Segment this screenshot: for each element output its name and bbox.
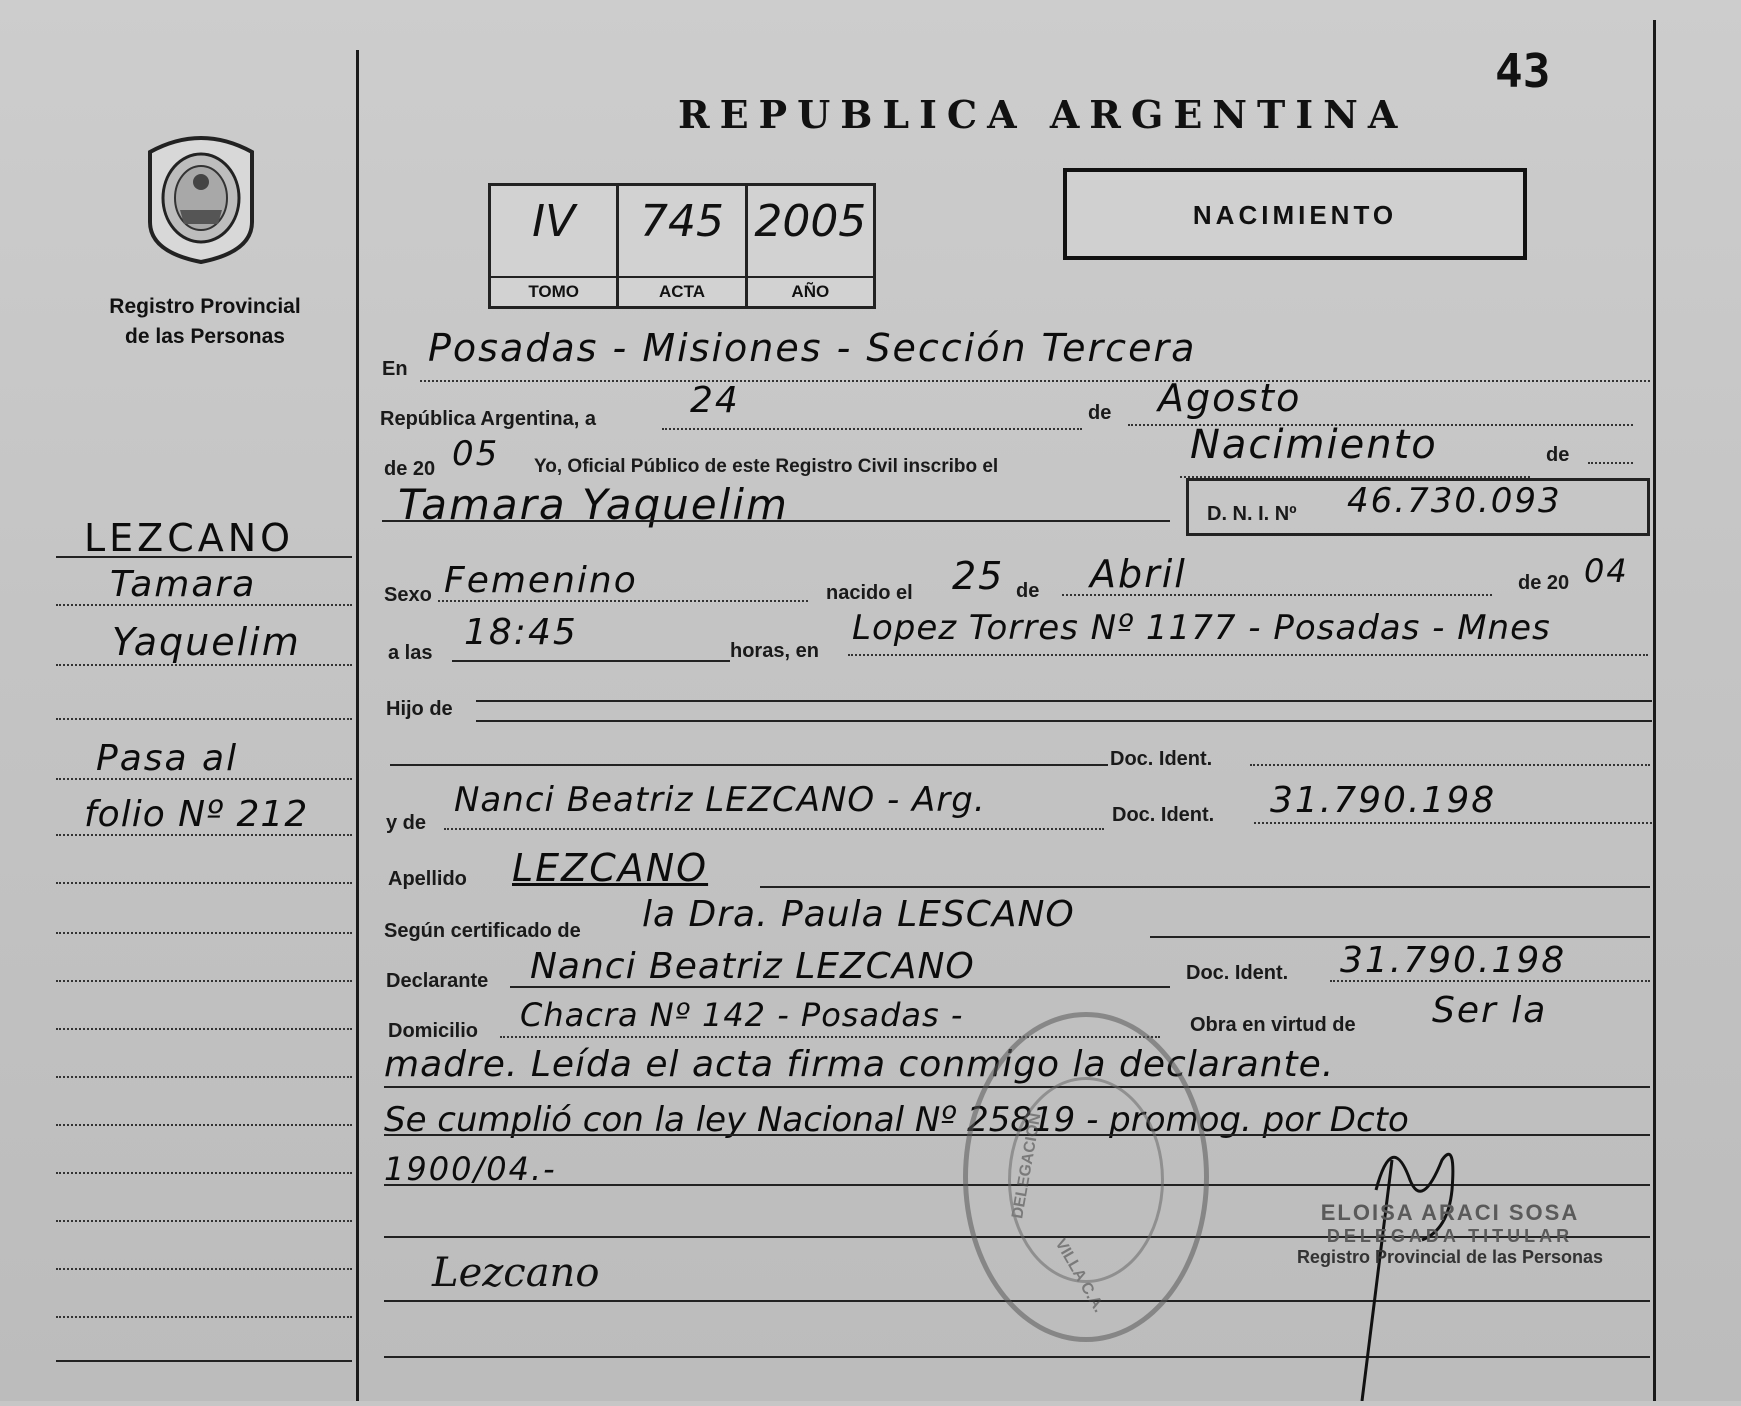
margin-dots-13 — [56, 1220, 352, 1222]
dots-mother — [444, 828, 1104, 830]
value-time: 18:45 — [464, 612, 578, 653]
margin-dots-5 — [56, 834, 352, 836]
value-event: Nacimiento — [1190, 422, 1438, 468]
stamp-text-2: VILLA C.A. — [1051, 1235, 1108, 1316]
label-doc2: Doc. Ident. — [1112, 804, 1215, 826]
margin-line-bottom — [56, 1360, 352, 1362]
official-signature-block — [1260, 1200, 1640, 1268]
line-hijo-2 — [476, 720, 1652, 722]
label-yde: y de — [386, 812, 427, 834]
value-text3: 1900/04.- — [384, 1150, 557, 1188]
dots-row1 — [420, 380, 1650, 382]
label-de: de — [1088, 402, 1112, 424]
right-border — [1653, 20, 1656, 1401]
margin-dots-4 — [56, 778, 352, 780]
margin-surname: LEZCANO — [84, 516, 295, 560]
margin-name2: Yaquelim — [112, 620, 301, 664]
value-domicilio: Chacra Nº 142 - Posadas - — [520, 996, 964, 1034]
label-apellido: Apellido — [388, 868, 467, 890]
margin-dots-9 — [56, 1028, 352, 1030]
ano-caption: AÑO — [748, 276, 873, 302]
dots-doc1 — [1250, 764, 1650, 766]
line-hijo — [476, 700, 1652, 702]
dots-de-end — [1588, 462, 1633, 464]
margin-dots-14 — [56, 1268, 352, 1270]
value-obra: Ser la — [1432, 990, 1548, 1031]
registry-name — [75, 292, 335, 352]
tomo-box — [491, 186, 619, 306]
dots-day — [662, 428, 1082, 430]
registry-line-2: de las Personas — [125, 325, 285, 348]
margin-dots-6 — [56, 882, 352, 884]
value-mother-doc: 31.790.198 — [1270, 780, 1497, 821]
value-certificado: la Dra. Paula LESCANO — [642, 894, 1075, 935]
value-decl-doc: 31.790.198 — [1340, 940, 1567, 981]
official-role: DELEGADA TITULAR — [1326, 1226, 1574, 1246]
label-nacido: nacido el — [826, 582, 913, 604]
label-yo: Yo, Oficial Público de este Registro Civil inscribo el — [534, 456, 999, 477]
line-time — [452, 660, 730, 662]
value-birth-place: Lopez Torres Nº 1177 - Posadas - Mnes — [852, 608, 1551, 648]
official-name: ELOISA ARACI SOSA — [1320, 1200, 1580, 1225]
acta-value: 745 — [640, 196, 724, 247]
value-birth-year: 04 — [1584, 552, 1629, 590]
label-doc1: Doc. Ident. — [1110, 748, 1213, 770]
margin-dots-12 — [56, 1172, 352, 1174]
margin-dots-11 — [56, 1124, 352, 1126]
margin-dots-1 — [56, 604, 352, 606]
label-de2: de — [1016, 580, 1040, 602]
value-sexo: Femenino — [444, 560, 638, 601]
registry-line-1: Registro Provincial — [109, 295, 301, 318]
value-day: 24 — [690, 380, 740, 421]
label-de200: de 20 — [1518, 572, 1570, 594]
document-type: NACIMIENTO — [1192, 200, 1398, 230]
page-number: 43 — [1495, 44, 1551, 98]
declarant-signature: Lezcano — [432, 1250, 600, 1296]
acta-caption: ACTA — [619, 276, 744, 302]
label-hijo: Hijo de — [386, 698, 453, 720]
act-reference-boxes — [488, 183, 876, 309]
label-de20: de 20 — [384, 458, 436, 480]
seal-icon — [140, 132, 262, 264]
value-mother: Nanci Beatriz LEZCANO - Arg. — [454, 780, 986, 820]
line-father-doc — [390, 764, 1108, 766]
value-text2: Se cumplió con la ley Nacional Nº 25819 - promog. por Dcto — [384, 1100, 1409, 1140]
ano-value: 2005 — [754, 196, 867, 247]
label-segun: Según certificado de — [384, 920, 581, 942]
label-republica: República Argentina, a — [380, 408, 596, 430]
dots-sexo — [438, 600, 808, 602]
document-type-box — [1063, 168, 1527, 260]
margin-divider — [356, 50, 359, 1401]
label-domicilio: Domicilio — [388, 1020, 479, 1042]
value-dni: 46.730.093 — [1347, 481, 1562, 521]
label-alas: a las — [388, 642, 433, 664]
margin-dots-3 — [56, 718, 352, 720]
label-horas: horas, en — [730, 640, 819, 662]
margin-dots-10 — [56, 1076, 352, 1078]
page-title: REPUBLICA ARGENTINA — [678, 92, 1408, 137]
margin-line-surname — [56, 556, 352, 558]
value-place: Posadas - Misiones - Sección Tercera — [428, 326, 1197, 370]
value-text1: madre. Leída el acta firma conmigo la declarante. — [384, 1044, 1335, 1085]
label-de-end: de — [1546, 444, 1570, 466]
ano-box — [748, 186, 873, 306]
label-obra: Obra en virtud de — [1190, 1014, 1356, 1036]
dots-decl-doc — [1330, 980, 1650, 982]
margin-name1: Tamara — [110, 564, 257, 605]
value-year-suffix: 05 — [452, 434, 500, 474]
dots-birth-place — [848, 654, 1648, 656]
line-name — [382, 520, 1170, 522]
value-declarante: Nanci Beatriz LEZCANO — [530, 946, 975, 987]
label-declarante: Declarante — [386, 970, 489, 992]
dni-box — [1186, 478, 1650, 536]
tomo-value: IV — [532, 196, 576, 247]
stamp-text-1: DELEGACION — [1009, 1111, 1045, 1220]
value-name: Tamara Yaquelim — [398, 480, 789, 529]
line-declarante — [510, 986, 1170, 988]
label-en: En — [382, 358, 408, 380]
label-dni: D. N. I. Nº — [1207, 503, 1297, 525]
value-birth-day: 25 — [952, 554, 1005, 598]
margin-dots-7 — [56, 932, 352, 934]
margin-note2: folio Nº 212 — [84, 794, 309, 835]
value-apellido: LEZCANO — [512, 846, 709, 890]
label-sexo: Sexo — [384, 584, 432, 606]
acta-box — [619, 186, 747, 306]
line-certificado — [1150, 936, 1650, 938]
label-doc3: Doc. Ident. — [1186, 962, 1289, 984]
dots-mother-doc — [1254, 822, 1652, 824]
official-registry: Registro Provincial de las Personas — [1296, 1247, 1604, 1267]
margin-dots-15 — [56, 1316, 352, 1318]
value-month: Agosto — [1158, 376, 1302, 420]
provincial-seal — [140, 132, 262, 264]
tomo-caption: TOMO — [491, 276, 616, 302]
line-apellido — [760, 886, 1650, 888]
value-birth-month: Abril — [1090, 552, 1187, 596]
official-stamp — [963, 1012, 1209, 1342]
margin-dots-8 — [56, 980, 352, 982]
margin-dots-2 — [56, 664, 352, 666]
margin-note1: Pasa al — [96, 738, 239, 779]
dots-birth-month — [1062, 594, 1492, 596]
